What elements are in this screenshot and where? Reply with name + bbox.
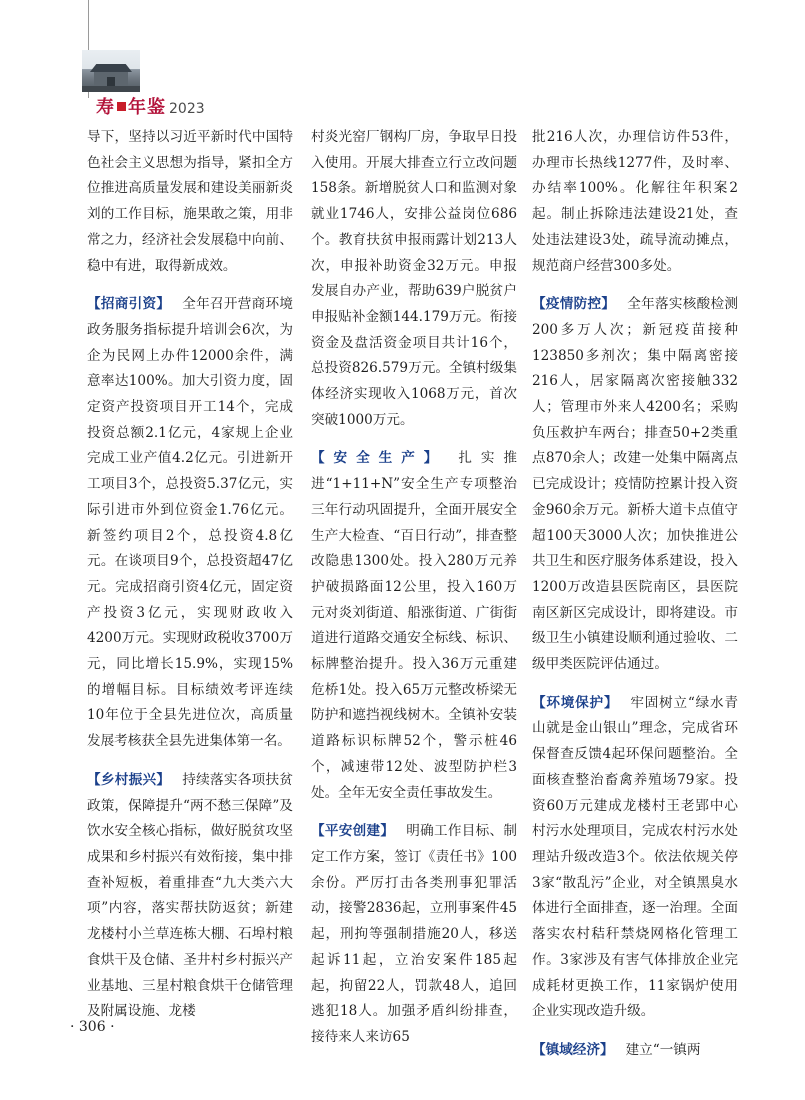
section-safety [311, 446, 517, 806]
running-header [82, 50, 205, 118]
section-tag: 【乡村振兴】 [87, 771, 171, 788]
section-text: 全年落实核酸检测200多万人次；新冠疫苗接种123850多剂次；集中隔离密接216人，居家隔离次密接触332人；管理市外来人4200名；采购负压救护车两台；排查50+2类重点870余人；改建一处集中隔离点已完成设计；疫情防控累计投入资金960余万元。新桥大道卡点值守超100天3000人次；加快推进公共卫生和医疗服务体系建设，投入1200万改造县医院南区，县医院南区新区完成设计，即将建设。市级卫生小镇建设顺利通过验收、二级甲类医院评估通过。 [532, 296, 739, 673]
section-economy [532, 1038, 738, 1064]
section-text: 持续落实各项扶贫政策，保障提升“两不愁三保障”及饮水安全核心指标，做好脱贫攻坚成果和乡村振兴有效衔接，集中排查补短板，着重排查“九大类六大项”内容，落实帮扶防返贫；新建龙楼村小兰草连栋大棚、石埠村粮食烘干及仓储、圣井村乡村振兴产业基地、三星村粮食烘干仓储管理及附属设施、龙楼 [87, 771, 294, 1020]
section-investment [87, 292, 293, 755]
section-text: 扎实推进“1+11+N”安全生产专项整治三年行动巩固提升，全面开展安全生产大检查、“百日行动”，排查整改隐患1300处。投入280万元养护破损路面12公里，投入160万元对炎刘街道、船涨街道、广街街道进行道路交通安全标线、标识、标牌整治提升。投入36万元重建危桥1处。投入65万元整改桥梁无防护和遮挡视线树木。全镇补安装道路标识标牌52个，警示桩46个，减速带12处、波型防护栏3处。全年无安全责任事故发生。 [311, 450, 518, 801]
title-rest: 年鉴 [128, 97, 166, 118]
section-environment [532, 691, 738, 1025]
city-gate-image [82, 50, 140, 92]
section-peace [311, 819, 517, 1050]
seal-mark [117, 102, 126, 111]
section-tag: 【平安创建】 [311, 823, 395, 840]
section-text: 全年召开营商环境政务服务指标提升培训会6次，为企为民网上办件12000余件，满意率达100%。加大引资力度，固定资产投资项目开工14个，完成投资总额2.1亿元，4家规上企业完成工业产值4.2亿元。引进新开工项目3个，总投资5.37亿元，实际引进市外到位资金1.76亿元。新签约项目2个，总投资4.8亿元。在谈项目9个，总投资超47亿元。完成招商引资4亿元，固定资产投资3亿元，实现财政收入4200万元。实现财政税收3700万元，同比增长15.9%，实现15%的增幅目标。目标绩效考评连续10年位于全县先进位次，高质量发展考核获全县先进集体第一名。 [87, 296, 294, 750]
title-char: 寿 [96, 97, 115, 118]
continued-paragraph: 批216人次，办理信访件53件，办理市长热线1277件，及时率、办结率100%。化解往年积案2起。制止拆除违法建设21处，查处违法建设3处，疏导流动摊点，规范商户经营300多处。 [532, 129, 738, 274]
section-text: 明确工作目标、制定工作方案，签订《责任书》100余份。严厉打击各类刑事犯罪活动，接警2836起，立刑事案件45起，刑拘等强制措施20人，移送起诉11起，立治安案件185起起，拘留22人，罚款48人，追回逃犯18人。加强矛盾纠纷排查，接待来人来访65 [311, 823, 518, 1045]
section-tag: 【疫情防控】 [532, 296, 616, 313]
column-1 [87, 125, 293, 1038]
section-text: 牢固树立“绿水青山就是金山银山”理念，完成省环保督查反馈4起环保问题整治。全面核查整治畜禽养殖场79家。投资60万元建成龙楼村王老郢中心村污水处理项目，完成农村污水处理站升级改造3个。依法依规关停3家“散乱污”企业，对全镇黑臭水体进行全面排查，逐一治理。全面落实农村秸秆禁烧网格化管理工作。3家涉及有害气体排放企业完成耗材更换工作，11家锅炉使用企业实现改造升级。 [532, 694, 739, 1020]
section-tag: 【招商引资】 [87, 296, 171, 313]
column-3 [532, 125, 738, 1077]
section-epidemic [532, 292, 738, 678]
column-2 [311, 125, 517, 1064]
intro-paragraph: 导下，坚持以习近平新时代中国特色社会主义思想为指导，紧扣全方位推进高质量发展和建设美丽新炎刘的工作目标，施果敢之策，用非常之力，经济社会发展稳中向前、稳中有进，取得新成效。 [87, 129, 293, 274]
page-number: · 306 · [70, 1019, 115, 1035]
yearbook-title [96, 93, 205, 119]
title-year: 2023 [169, 101, 205, 117]
continued-paragraph: 村炎光窑厂钢构厂房，争取早日投入使用。开展大排查立行立改问题158条。新增脱贫人口和监测对象就业1746人，安排公益岗位686个。教育扶贫申报雨露计划213人次，申报补助资金32万元。申报发展自办产业，帮助639户脱贫户申报贴补金额144.179万元。衔接资金及盘活资金项目共计16个，总投资826.579万元。全镇村级集体经济实现收入1068万元，首次突破1000万元。 [311, 129, 517, 428]
section-text: 建立“一镇两 [625, 1041, 701, 1058]
section-tag: 【环境保护】 [532, 694, 619, 711]
section-rural [87, 768, 293, 1025]
section-tag: 【镇域经济】 [532, 1041, 614, 1058]
section-tag: 【安全生产】 [311, 450, 447, 467]
